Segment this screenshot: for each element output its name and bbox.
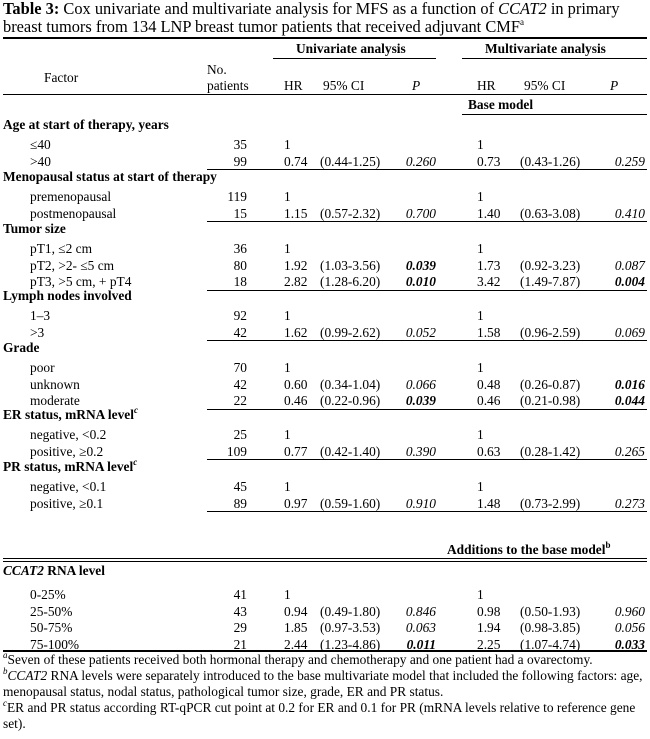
- row-univariate-hr: 1.92: [284, 257, 308, 273]
- row-univariate-hr: 0.60: [284, 376, 308, 392]
- section-title-text: Age at start of therapy, years: [3, 117, 169, 132]
- section-title-text: PR status, mRNA level: [3, 459, 134, 474]
- section-title-sup: c: [133, 404, 138, 415]
- section-title-text: Grade: [3, 340, 40, 355]
- row-label: negative, <0.1: [30, 479, 107, 494]
- row-multivariate-ci: (0.96-2.59): [520, 324, 581, 340]
- row-multivariate-p: 0.410: [614, 205, 645, 221]
- row-label: 25-50%: [30, 603, 73, 619]
- header-no-patients-1: No.: [207, 62, 227, 77]
- row-univariate-p: 0.039: [405, 393, 436, 409]
- row-univariate-hr: 1.15: [284, 205, 308, 221]
- row-univariate-ci: (1.03-3.56): [320, 257, 381, 273]
- row-univariate-p: 0.260: [405, 153, 436, 169]
- row-multivariate-ci: (0.92-3.23): [520, 257, 581, 273]
- row-univariate-p: 0.066: [405, 376, 436, 392]
- row-patients: 80: [233, 257, 247, 273]
- base-model-rule: [462, 114, 647, 115]
- row-patients: 36: [233, 241, 247, 256]
- section-title-sup: c: [133, 456, 138, 467]
- row-univariate-hr: 1: [284, 189, 291, 204]
- row-label: postmenopausal: [30, 205, 117, 221]
- row-multivariate-ci: (1.49-7.87): [520, 274, 581, 290]
- row-label: pT2, >2- ≤5 cm: [30, 257, 115, 273]
- row-univariate-p: 0.052: [405, 324, 436, 340]
- row-multivariate-p: 0.960: [614, 603, 645, 619]
- footnote: [3, 665, 647, 699]
- row-patients: 25: [233, 427, 247, 442]
- row-univariate-ci: (0.59-1.60): [320, 495, 381, 511]
- row-patients: 92: [233, 308, 247, 323]
- row-univariate-hr: 1: [284, 587, 291, 602]
- row-multivariate-ci: (0.43-1.26): [520, 153, 581, 169]
- header-univariate-hr: HR: [284, 78, 303, 93]
- row-patients: 15: [233, 205, 247, 221]
- row-univariate-ci: (0.57-2.32): [320, 205, 381, 221]
- header-base-model: Base model: [468, 97, 534, 112]
- row-multivariate-ci: (0.50-1.93): [520, 603, 581, 619]
- header-additions: [447, 539, 611, 557]
- row-label: 0-25%: [30, 587, 66, 602]
- footnote-text: Seven of these patients received both hormonal therapy and chemotherapy and one patient had a ovarectomy.: [7, 652, 593, 667]
- row-multivariate-ci: (1.07-4.74): [520, 636, 581, 652]
- section-title: [3, 404, 138, 422]
- row-multivariate-p: 0.259: [614, 153, 645, 169]
- section-title: [3, 221, 66, 236]
- caption-text-after: in primary breast tumors from 134 LNP breast tumor patients that received adjuvant CMF: [3, 0, 620, 36]
- row-multivariate-hr: 1: [477, 427, 484, 442]
- section-title-text: Lymph nodes involved: [3, 288, 132, 303]
- section-title: [3, 456, 138, 474]
- section-bottom-rule: [207, 409, 647, 410]
- header-additions-label: Additions to the base model: [447, 542, 606, 557]
- row-univariate-hr: 2.44: [284, 636, 308, 652]
- row-univariate-p: 0.011: [406, 636, 436, 652]
- row-univariate-hr: 0.77: [284, 443, 308, 459]
- row-univariate-hr: 1: [284, 308, 291, 323]
- footnote-text: RNA levels were separately introduced to the base multivariate model that included the following factors: age, menopausal status, nodal status, pathological tumor size, grade, ER and PR status.: [3, 668, 643, 699]
- footnote-sup: a: [3, 649, 8, 660]
- row-multivariate-hr: 1.48: [477, 495, 501, 511]
- section-title-text: Tumor size: [3, 221, 66, 236]
- row-label: premenopausal: [30, 189, 112, 204]
- row-multivariate-hr: 3.42: [477, 274, 501, 290]
- row-multivariate-ci: (0.63-3.08): [520, 205, 581, 221]
- section-title-text: RNA level: [43, 563, 105, 578]
- header-multivariate-hr: HR: [477, 78, 496, 93]
- row-label: negative, <0.2: [30, 427, 107, 442]
- row-multivariate-p: 0.273: [614, 495, 645, 511]
- footnote-sup: c: [3, 697, 7, 708]
- row-multivariate-ci: (0.26-0.87): [520, 376, 581, 392]
- row-multivariate-p: 0.004: [614, 274, 645, 290]
- section-bottom-rule: [207, 221, 647, 222]
- row-univariate-p: 0.910: [405, 495, 436, 511]
- header-multivariate: Multivariate analysis: [485, 41, 606, 56]
- row-multivariate-hr: 1: [477, 360, 484, 375]
- row-univariate-hr: 2.82: [284, 274, 308, 290]
- footnote-italic: CCAT2: [7, 668, 48, 683]
- row-label: positive, ≥0.1: [30, 495, 104, 511]
- row-univariate-p: 0.390: [405, 443, 436, 459]
- section-title-text: Menopausal status at start of therapy: [3, 169, 217, 184]
- row-univariate-hr: 0.74: [284, 153, 308, 169]
- row-label: 75-100%: [30, 636, 80, 652]
- header-bottom-rule: [3, 94, 647, 95]
- row-label: 1–3: [30, 308, 51, 323]
- header-factor: Factor: [44, 70, 79, 85]
- section-title: [3, 288, 132, 303]
- footnote: [3, 697, 647, 731]
- footnote-text: ER and PR status according RT-qPCR cut point at 0.2 for ER and 0.1 for PR (mRNA levels relative to reference gene set).: [3, 700, 636, 731]
- row-univariate-hr: 0.46: [284, 393, 308, 409]
- section-bottom-rule: [207, 511, 647, 512]
- row-multivariate-p: 0.265: [614, 443, 645, 459]
- row-univariate-ci: (0.44-1.25): [320, 153, 381, 169]
- row-univariate-ci: (0.97-3.53): [320, 620, 381, 636]
- row-multivariate-hr: 1: [477, 587, 484, 602]
- row-multivariate-p: 0.056: [614, 620, 645, 636]
- row-label: positive, ≥0.2: [30, 443, 104, 459]
- row-multivariate-hr: 1: [477, 137, 484, 152]
- row-multivariate-hr: 1: [477, 308, 484, 323]
- row-univariate-hr: 1: [284, 360, 291, 375]
- header-univariate: Univariate analysis: [296, 41, 406, 56]
- row-multivariate-hr: 0.46: [477, 393, 501, 409]
- section-title: [3, 169, 217, 184]
- row-multivariate-hr: 1: [477, 241, 484, 256]
- row-multivariate-hr: 0.98: [477, 603, 501, 619]
- row-multivariate-ci: (0.21-0.98): [520, 393, 581, 409]
- row-multivariate-hr: 1: [477, 479, 484, 494]
- row-patients: 70: [233, 360, 247, 375]
- row-label: unknown: [30, 376, 80, 392]
- row-patients: 109: [226, 443, 247, 459]
- row-multivariate-ci: (0.73-2.99): [520, 495, 581, 511]
- row-multivariate-p: 0.069: [614, 324, 645, 340]
- row-univariate-ci: (0.34-1.04): [320, 376, 381, 392]
- row-label: pT3, >5 cm, + pT4: [30, 274, 132, 290]
- row-multivariate-ci: (0.28-1.42): [520, 443, 581, 459]
- header-multivariate-p: P: [610, 78, 619, 93]
- section-bottom-rule: [207, 340, 647, 341]
- section-bottom-rule: [207, 459, 647, 460]
- row-univariate-hr: 1: [284, 241, 291, 256]
- row-patients: 42: [233, 324, 247, 340]
- header-no-patients-2: patients: [207, 78, 249, 93]
- row-patients: 35: [233, 137, 247, 152]
- row-univariate-ci: (1.23-4.86): [320, 636, 381, 652]
- row-label: pT1, ≤2 cm: [30, 241, 93, 256]
- row-univariate-ci: (1.28-6.20): [320, 274, 381, 290]
- caption-label: Table 3:: [3, 0, 60, 18]
- row-patients: 45: [233, 479, 247, 494]
- header-univariate-p: P: [412, 78, 421, 93]
- row-univariate-ci: (0.49-1.80): [320, 603, 381, 619]
- section-bottom-rule: [207, 290, 647, 291]
- row-multivariate-hr: 0.63: [477, 443, 501, 459]
- row-multivariate-ci: (0.98-3.85): [520, 620, 581, 636]
- row-univariate-hr: 1: [284, 479, 291, 494]
- table-top-rule: [3, 37, 647, 39]
- multivariate-rule: [462, 58, 647, 59]
- footnote-sup: b: [3, 665, 8, 676]
- row-patients: 22: [233, 393, 247, 409]
- row-univariate-p: 0.063: [405, 620, 436, 636]
- row-univariate-hr: 0.94: [284, 603, 308, 619]
- row-univariate-hr: 0.97: [284, 495, 308, 511]
- univariate-rule: [273, 58, 436, 59]
- header-univariate-ci: 95% CI: [323, 78, 365, 93]
- row-multivariate-hr: 1.73: [477, 257, 501, 273]
- row-univariate-hr: 1: [284, 137, 291, 152]
- footnote: [3, 649, 647, 668]
- row-univariate-ci: (0.99-2.62): [320, 324, 381, 340]
- row-multivariate-hr: 2.25: [477, 636, 501, 652]
- row-multivariate-p: 0.087: [614, 257, 645, 273]
- row-patients: 42: [233, 376, 247, 392]
- row-patients: 43: [233, 603, 247, 619]
- additions-double-rule-1: [3, 558, 647, 559]
- row-multivariate-hr: 0.73: [477, 153, 501, 169]
- row-univariate-ci: (0.42-1.40): [320, 443, 381, 459]
- row-multivariate-hr: 1.94: [477, 620, 501, 636]
- row-label: ≤40: [30, 137, 51, 152]
- section-bottom-rule: [207, 169, 647, 170]
- caption-text-before: Cox univariate and multivariate analysis for MFS as a function of: [59, 0, 499, 18]
- row-label: moderate: [30, 393, 80, 409]
- row-patients: 119: [227, 189, 247, 204]
- row-multivariate-p: 0.016: [614, 376, 645, 392]
- row-patients: 29: [233, 620, 247, 636]
- section-title: [3, 340, 39, 355]
- row-label: >3: [30, 324, 45, 340]
- section-title: [3, 117, 169, 132]
- row-multivariate-hr: 0.48: [477, 376, 501, 392]
- row-label: poor: [30, 360, 55, 375]
- header-additions-sup: b: [605, 539, 611, 550]
- row-multivariate-p: 0.044: [614, 393, 645, 409]
- section-title-italic: CCAT2: [3, 563, 44, 578]
- row-univariate-p: 0.846: [405, 603, 436, 619]
- row-univariate-p: 0.039: [405, 257, 436, 273]
- row-patients: 41: [233, 587, 247, 602]
- row-univariate-p: 0.010: [405, 274, 436, 290]
- row-univariate-hr: 1.85: [284, 620, 308, 636]
- row-multivariate-hr: 1: [477, 189, 484, 204]
- row-univariate-ci: (0.22-0.96): [320, 393, 381, 409]
- row-patients: 18: [233, 274, 247, 290]
- section-title: [3, 563, 105, 578]
- caption-gene: CCAT2: [498, 0, 547, 18]
- row-patients: 21: [233, 636, 247, 652]
- row-patients: 99: [233, 153, 247, 169]
- row-univariate-p: 0.700: [405, 205, 436, 221]
- caption-sup: a: [519, 16, 524, 27]
- row-multivariate-hr: 1.40: [477, 205, 501, 221]
- row-multivariate-p: 0.033: [614, 636, 645, 652]
- header-multivariate-ci: 95% CI: [524, 78, 566, 93]
- row-univariate-hr: 1: [284, 427, 291, 442]
- row-label: >40: [30, 153, 51, 169]
- row-label: 50-75%: [30, 620, 73, 636]
- table-caption: [3, 0, 647, 36]
- row-multivariate-hr: 1.58: [477, 324, 501, 340]
- row-patients: 89: [233, 495, 247, 511]
- additions-double-rule-2: [3, 561, 647, 562]
- section-title-text: ER status, mRNA level: [3, 407, 134, 422]
- row-univariate-hr: 1.62: [284, 324, 308, 340]
